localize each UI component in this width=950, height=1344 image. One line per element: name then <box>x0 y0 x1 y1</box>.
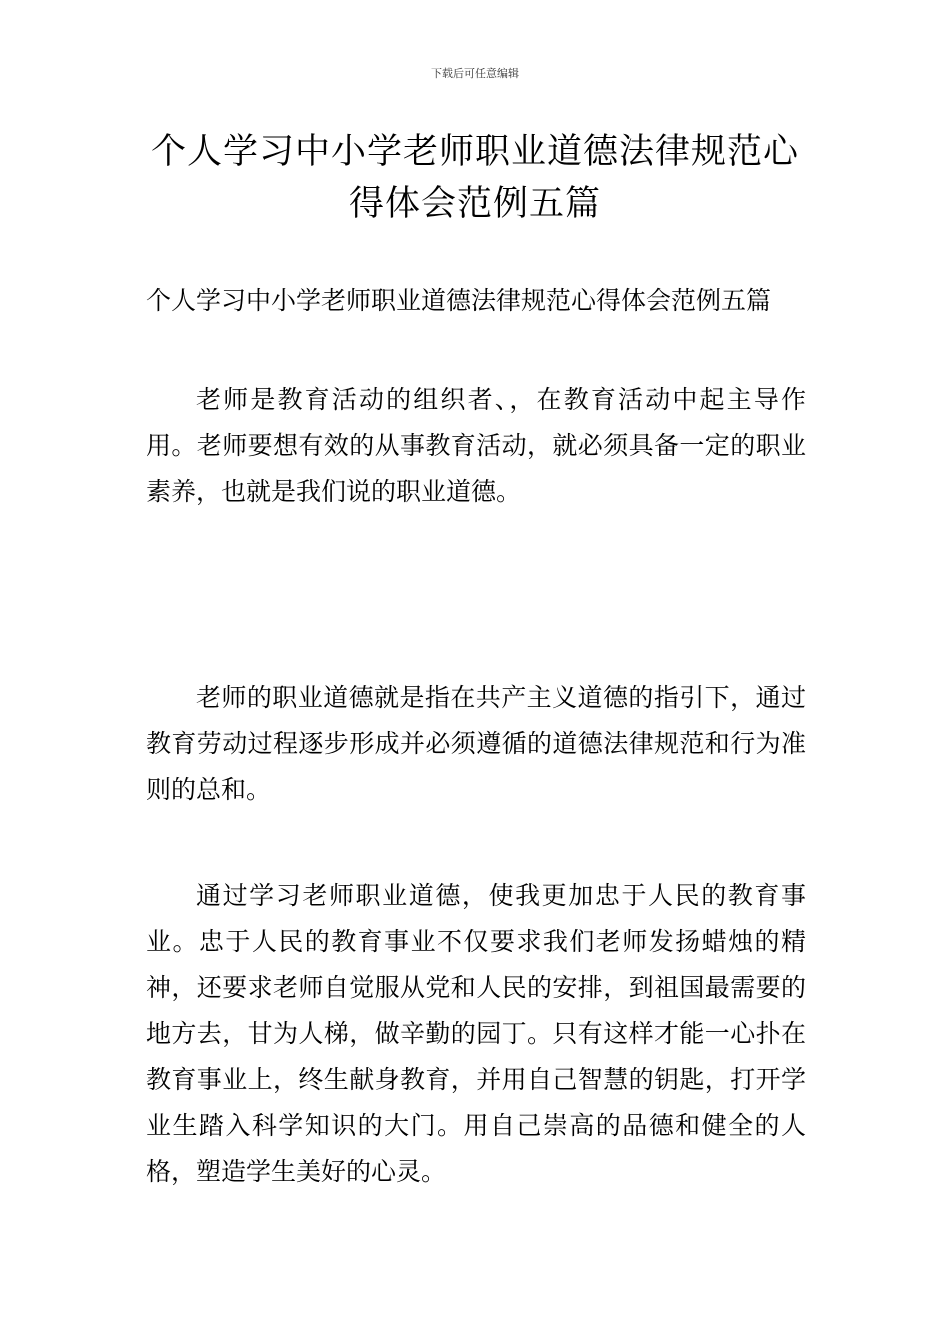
paragraph-3: 通过学习老师职业道德，使我更加忠于人民的教育事业。忠于人民的教育事业不仅要求我们老师发扬蜡烛的精神，还要求老师自觉服从党和人民的安排，到祖国最需要的地方去，甘为人梯，做辛勤的园丁。只有这样才能一心扑在教育事业上，终生献身教育，并用自己智慧的钥匙，打开学业生踏入科学知识的大门。用自己崇高的品德和健全的人格，塑造学生美好的心灵。 <box>146 881 806 1186</box>
title-line-1: 个人学习中小学老师职业道德法律规范心 <box>150 132 799 172</box>
paragraph-2: 老师的职业道德就是指在共产主义道德的指引下，通过教育劳动过程逐步形成并必须遵循的道德法律规范和行为准则的总和。 <box>146 683 806 804</box>
document-title <box>150 126 800 230</box>
paragraph-1: 老师是教育活动的组织者、，在教育活动中起主导作用。老师要想有效的从事教育活动，就必须具备一定的职业素养，也就是我们说的职业道德。 <box>146 385 806 506</box>
title-line-2: 得体会范例五篇 <box>348 184 601 224</box>
header-note: 下载后可任意编辑 <box>431 67 519 80</box>
document-subtitle: 个人学习中小学老师职业道德法律规范心得体会范例五篇 <box>146 286 772 315</box>
